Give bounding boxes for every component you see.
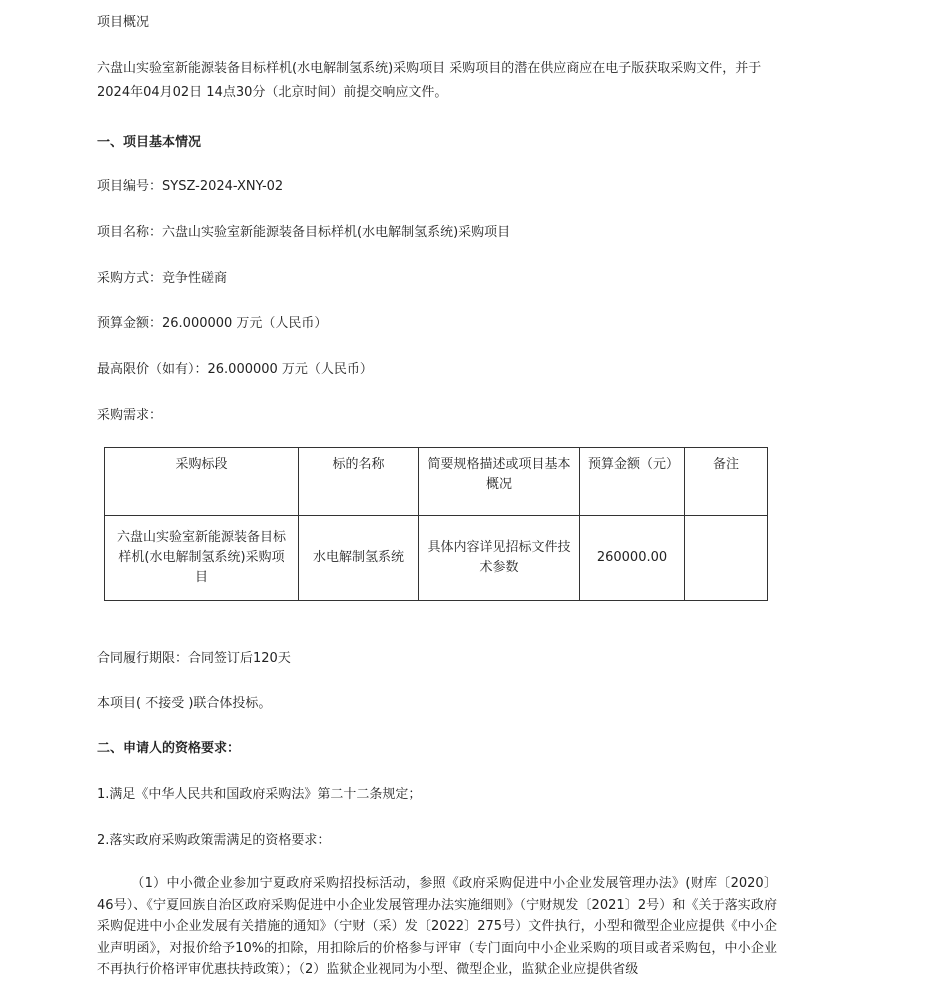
table-header-cell: 备注 [685, 448, 768, 516]
table-header-cell: 简要规格描述或项目基本概况 [419, 448, 580, 516]
table-cell-lot: 六盘山实验室新能源装备目标样机(水电解制氢系统)采购项目 [105, 516, 299, 601]
table-cell-item-name: 水电解制氢系统 [299, 516, 419, 601]
consortium-note: 本项目( 不接受 )联合体投标。 [97, 696, 272, 711]
requirement-2-detail [97, 873, 777, 981]
overview-title: 项目概况 [97, 15, 150, 30]
procurement-method: 采购方式：竞争性磋商 [97, 271, 228, 286]
max-price: 最高限价（如有）：26.000000 万元（人民币） [97, 362, 373, 377]
table-cell-spec: 具体内容详见招标文件技术参数 [419, 516, 580, 601]
table-header-row [105, 448, 768, 516]
budget-amount: 预算金额：26.000000 万元（人民币） [97, 316, 328, 331]
table-header-cell: 采购标段 [105, 448, 299, 516]
table-header-cell: 标的名称 [299, 448, 419, 516]
contract-period: 合同履行期限：合同签订后120天 [97, 651, 291, 666]
requirement-2-detail-text: （1）中小微企业参加宁夏政府采购招投标活动，参照《政府采购促进中小企业发展管理办法》(财库〔2020〕46号）、《宁夏回族自治区政府采购促进中小企业发展管理办法实施细则》（宁财规发〔2021〕2号）和《关于落实政府采购促进中小企业发展有关措施的通知》（宁财（采）发〔2022〕275号）文件执行，小型和微型企业应提供《中小企业声明函》，对报价给予10%的扣除，用扣除后的价格参与评审（专门面向中小企业采购的项目或者采购包，中小企业不再执行价格评审优惠扶持政策）；（2）监狱企业视同为小型、微型企业，监狱企业应提供省级 [97, 876, 777, 977]
requirements-table [104, 447, 768, 601]
table-cell-remark [685, 516, 768, 601]
table-header-cell: 预算金额（元） [580, 448, 685, 516]
requirements-label: 采购需求： [97, 408, 163, 423]
project-number: 项目编号：SYSZ-2024-XNY-02 [97, 179, 284, 194]
project-name: 项目名称：六盘山实验室新能源装备目标样机(水电解制氢系统)采购项目 [97, 225, 511, 240]
section1-title: 一、项目基本情况 [97, 135, 202, 150]
table-cell-budget: 260000.00 [580, 516, 685, 601]
requirement-1: 1.满足《中华人民共和国政府采购法》第二十二条规定； [97, 787, 422, 802]
table-row [105, 516, 768, 601]
section2-title: 二、申请人的资格要求： [97, 741, 241, 756]
overview-text: 六盘山实验室新能源装备目标样机(水电解制氢系统)采购项目 采购项目的潜在供应商应在电子版获取采购文件，并于2024年04月02日 14点30分（北京时间）前提交响应文件。 [97, 61, 762, 100]
requirement-2: 2.落实政府采购政策需满足的资格要求： [97, 833, 331, 848]
